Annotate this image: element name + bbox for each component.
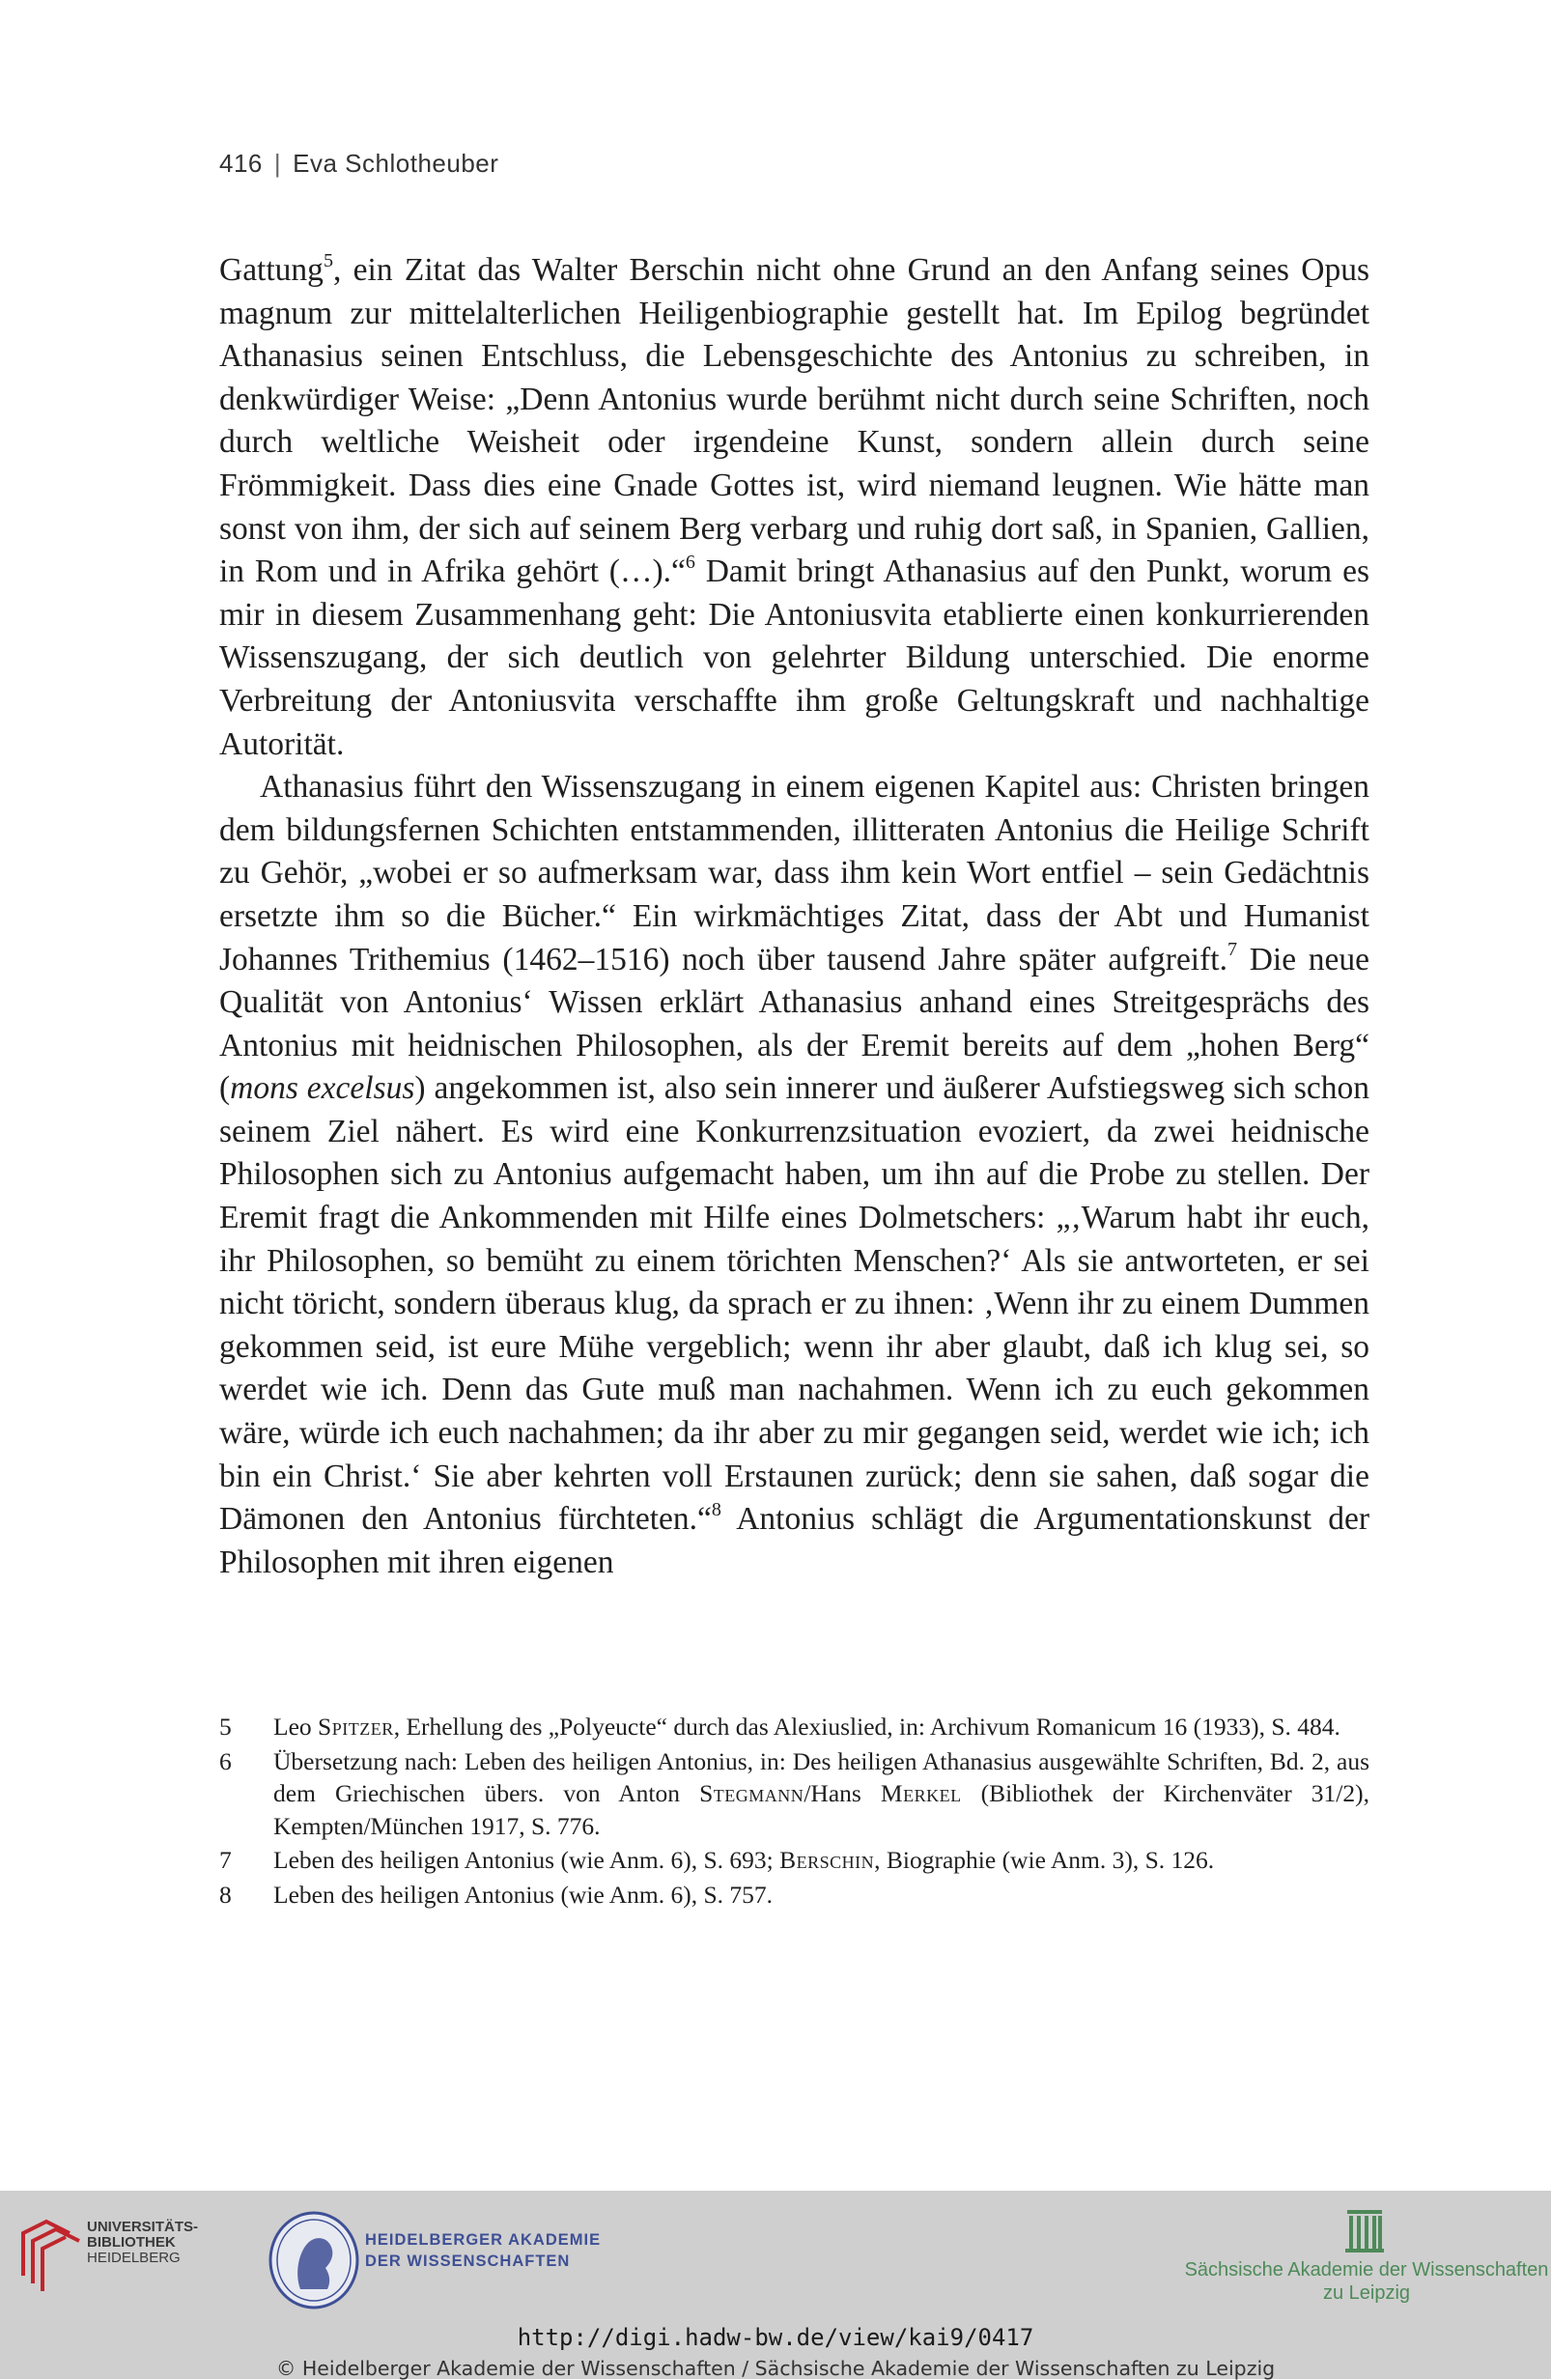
saw-line: zu Leipzig (1322, 2282, 1411, 2304)
text-run: Athanasius führt den Wissenszugang in einem eigenen Kapitel aus: Christen bringen dem bildungsfernen Schichten entstammenden, illitteraten Antonius die Heilige Schrift zu Gehör, „wobei er so aufmerksam war, dass ihm kein Wort entfiel – sein Gedächtnis ersetzte ihm so die Bücher.“ Ein wirkmächtiges Zitat, dass der Abt und Humanist Johannes Trithemius (1462–1516) noch über tausend Jahre später aufgreift. (219, 769, 1369, 978)
footnote-ref-5[interactable]: 5 (323, 249, 333, 271)
author-name: Spitzer (318, 1713, 394, 1741)
paragraph-2 (219, 766, 1369, 1584)
text-run: Übersetzung nach: Leben des heiligen Antonius, in: Des heiligen Athanasius ausgewählte Schriften, Bd. 2, aus dem Griechischen übers. von Anton (273, 1746, 1369, 1807)
academy-medallion-icon (266, 2210, 362, 2311)
ub-line: HEIDELBERG (87, 2250, 181, 2266)
saxon-academy-building-icon (1345, 2206, 1384, 2254)
text-run: Leben des heiligen Antonius (wie Anm. 6), S. 693; (273, 1846, 780, 1874)
footnote-5 (219, 1711, 1369, 1743)
text-run: (Bibliothek der Kirchenväter 31/2), Kempten/München 1917, S. 776. (273, 1779, 1369, 1840)
text-run: Antonius schlägt die Argumentationskunst der Philosophen mit ihren eigenen (219, 1501, 1369, 1580)
footnote-number: 5 (219, 1713, 232, 1741)
saxon-academy-name (1183, 2258, 1550, 2305)
header-author: Eva Schlotheuber (293, 149, 499, 178)
digitization-footer (0, 2191, 1551, 2379)
author-name: Stegmann (699, 1779, 804, 1807)
header-separator: | (273, 149, 282, 178)
running-header (219, 149, 498, 179)
footnote-number: 8 (219, 1880, 232, 1909)
text-run: Gattung (219, 252, 324, 288)
footnote-number: 6 (219, 1746, 232, 1775)
ub-line: UNIVERSITÄTS- (87, 2219, 199, 2235)
text-run: , ein Zitat das Walter Berschin nicht ohne Grund an den Anfang seines Opus magnum zur mittelalterlichen Heiligenbiographie gestellt hat. Im Epilog begründet Athanasius seinen Entschluss, die Lebensgeschichte des Antonius zu schreiben, in denkwürdiger Weise: „Denn Antonius wurde berühmt nicht durch seine Schriften, noch durch weltliche Weisheit oder irgendeine Kunst, sondern allein durch seine Frömmigkeit. Dass dies eine Gnade Gottes ist, wird niemand leugnen. Wie hätte man sonst von ihm, der sich auf seinem Berg verbarg und ruhig dort saß, in Spanien, Gallien, in Rom und in Afrika gehört (…).“ (219, 252, 1369, 590)
text-run: /Hans (804, 1779, 881, 1807)
text-run: , Biographie (wie Anm. 3), S. 126. (874, 1846, 1215, 1874)
italic-term: mons excelsus (230, 1070, 415, 1107)
main-text (219, 249, 1369, 1584)
author-name: Berschin (779, 1846, 875, 1874)
copyright-notice: © Heidelberger Akademie der Wissenschaften / Sächsische Akademie der Wissenschaften zu Leipzig (275, 2357, 1276, 2380)
footnote-ref-6[interactable]: 6 (685, 552, 695, 573)
author-name: Merkel (880, 1779, 962, 1807)
paragraph-1 (219, 249, 1369, 766)
text-run: Leo (273, 1713, 319, 1741)
saw-line: Sächsische Akademie der Wissenschaften (1184, 2259, 1549, 2281)
university-library-name (87, 2220, 198, 2266)
footnotes (219, 1711, 1369, 1912)
text-run: Damit bringt Athanasius auf den Punkt, worum es mir in diesem Zusammenhang geht: Die Antoniusvita etablierte einen konkurrierenden Wissenszugang, der sich deutlich von gelehrter Bildung unterschied. Die enorme Verbreitung der Antoniusvita verschaffte ihm große Geltungskraft und nachhaltige Autorität. (219, 553, 1369, 762)
text-run: ) angekommen ist, also sein innerer und äußerer Aufstiegsweg sich schon seinem Ziel nähert. Es wird eine Konkurrenzsituation evoziert, da zwei heidnische Philosophen sich zu Antonius aufgemacht haben, um ihn auf die Probe zu stellen. Der Eremit fragt die Ankommenden mit Hilfe eines Dolmetschers: „‚Warum habt ihr euch, ihr Philosophen, so bemüht zu einem törichten Menschen?‘ Als sie antworteten, er sei nicht töricht, sondern überaus klug, da sprach er zu ihnen: ‚Wenn ihr zu einem Dummen gekommen seid, ist eure Mühe vergeblich; wenn ihr aber glaubt, daß ich klug sei, so werdet wie ich. Denn das Gute muß man nachahmen. Wenn ich zu euch gekommen wäre, würde ich euch nachahmen; da ihr aber zu mir gegangen seid, werdet wie ich; ich bin ein Christ.‘ Sie aber kehrten voll Erstaunen zurück; denn sie sahen, daß sogar die Dämonen den Antonius fürchteten.“ (219, 1070, 1370, 1538)
footnote-8 (219, 1879, 1369, 1912)
academy-name (365, 2229, 601, 2272)
footnote-7 (219, 1844, 1369, 1877)
text-run: Leben des heiligen Antonius (wie Anm. 6), S. 757. (273, 1880, 774, 1909)
text-run: , Erhellung des „Polyeucte“ durch das Alexiuslied, in: Archivum Romanicum 16 (1933), S. 484. (393, 1713, 1340, 1741)
hadw-line: DER WISSENSCHAFTEN (365, 2252, 571, 2270)
text-run: Die neue Qualität von Antonius‘ Wissen erklärt Athanasius anhand eines Streitgesprächs des Antonius mit heidnischen Philosophen, als der Eremit bereits auf dem „hohen Berg“ ( (219, 941, 1370, 1107)
footnote-6 (219, 1745, 1369, 1843)
footnote-ref-7[interactable]: 7 (1227, 939, 1238, 961)
hadw-line: HEIDELBERGER AKADEMIE (365, 2231, 602, 2249)
page-number: 416 (219, 149, 263, 178)
footnote-number: 7 (219, 1846, 232, 1874)
permalink-url[interactable]: http://digi.hadw-bw.de/view/kai9/0417 (517, 2324, 1034, 2351)
ub-line: BIBLIOTHEK (87, 2234, 176, 2251)
footnote-ref-8[interactable]: 8 (711, 1499, 721, 1521)
